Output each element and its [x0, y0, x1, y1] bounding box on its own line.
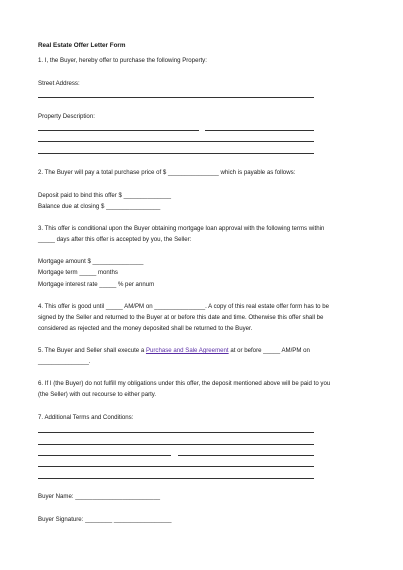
section-1-text: 1. I, the Buyer, hereby offer to purchase the following Property:	[38, 57, 207, 64]
street-address-line[interactable]	[38, 97, 314, 98]
street-address-label: Street Address:	[38, 80, 80, 87]
additional-terms-line[interactable]	[38, 478, 314, 479]
buyer-name-line: Buyer Name: _________________________	[38, 493, 160, 500]
buyer-signature-line: Buyer Signature: ________ _________________	[38, 516, 172, 523]
section-5-date-blank: _______________.	[38, 358, 91, 365]
additional-terms-line[interactable]	[38, 444, 314, 445]
section-4-text: signed by the Seller and returned to the Buyer at or before this date and time. Otherwise this offer shall be	[38, 314, 324, 321]
section-5-text	[38, 347, 310, 355]
deposit-line: Deposit paid to bind this offer $ ______________	[38, 192, 172, 199]
section-6-text: (the Seller) with out recourse to either party.	[38, 391, 157, 398]
section-6-text: 6. If I (the Buyer) do not fulfill my obligations under this offer, the deposit mentioned above will be paid to you	[38, 380, 331, 387]
additional-terms-line[interactable]	[38, 466, 314, 467]
section-2-text: 2. The Buyer will pay a total purchase price of $ _______________ which is payable as follows:	[38, 169, 296, 176]
additional-terms-line[interactable]	[178, 455, 314, 456]
balance-line: Balance due at closing $ ________________	[38, 203, 161, 210]
property-description-line[interactable]	[38, 141, 314, 142]
section-3-text: _____ days after this offer is accepted by you, the Seller:	[38, 236, 192, 243]
section-4-text: 4. This offer is good until _____ AM/PM on _______________. A copy of this real estate offer form has to be	[38, 303, 329, 310]
mortgage-rate-line: Mortgage interest rate _____ % per annum	[38, 281, 155, 288]
section-3-text: 3. This offer is conditional upon the Buyer obtaining mortgage loan approval with the following terms within	[38, 225, 325, 232]
section-5-prefix: 5. The Buyer and Seller shall execute a	[38, 347, 146, 354]
section-5-suffix: at or before _____ AM/PM on	[228, 347, 310, 354]
property-description-line[interactable]	[205, 130, 314, 131]
property-description-label: Property Description:	[38, 113, 95, 120]
mortgage-term-line: Mortgage term _____ months	[38, 269, 118, 276]
additional-terms-line[interactable]	[38, 432, 314, 433]
mortgage-amount-line: Mortgage amount $ _______________	[38, 258, 144, 265]
property-description-line[interactable]	[38, 130, 199, 131]
property-description-line[interactable]	[38, 153, 314, 154]
purchase-sale-agreement-link[interactable]: Purchase and Sale Agreement	[145, 347, 229, 354]
document-title: Real Estate Offer Letter Form	[38, 42, 126, 49]
additional-terms-line[interactable]	[38, 455, 171, 456]
section-4-text: considered as rejected and the money deposited shall be returned to the Buyer.	[38, 325, 253, 332]
section-7-text: 7. Additional Terms and Conditions:	[38, 414, 134, 421]
